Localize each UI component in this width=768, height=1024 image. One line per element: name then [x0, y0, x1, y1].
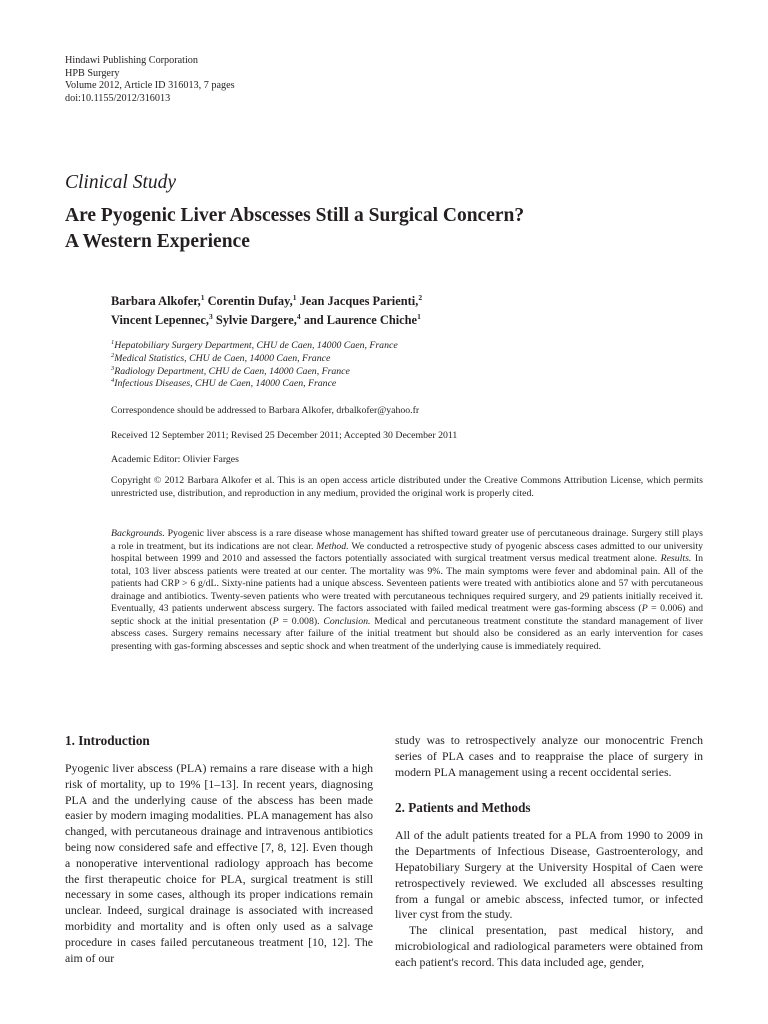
affil-text: Medical Statistics, CHU de Caen, 14000 Caen, France [114, 352, 331, 364]
author-line-1 [111, 292, 422, 311]
right-column [395, 733, 703, 971]
affiliation [111, 366, 398, 379]
affil-sup: 4 [111, 377, 115, 385]
affil-text: Radiology Department, CHU de Caen, 14000 Caen, France [114, 365, 350, 377]
abstract-label-conclusion: Conclusion. [323, 615, 371, 627]
article-type: Clinical Study [65, 172, 177, 193]
author-name: and Laurence Chiche [303, 313, 418, 327]
title-line-2: A Western Experience [65, 231, 250, 252]
abstract [111, 528, 703, 653]
academic-editor: Academic Editor: Olivier Farges [111, 454, 239, 465]
affiliation [111, 340, 398, 353]
abstract-text: = 0.008). [278, 615, 324, 627]
affiliation [111, 378, 398, 391]
author-affil-sup: 4 [296, 312, 301, 321]
abstract-text: Medical and percutaneous treatment constitute the standard management of liver abscess cases. Surgery remains necessary after failure of the initial treatment but should also be considered as an early intervention for cases presenting with gas-forming abscesses and septic shock and when treatment of the underlying cause is immediately required. [111, 615, 703, 652]
affil-text: Hepatobiliary Surgery Department, CHU de Caen, 14000 Caen, France [114, 340, 398, 351]
author-affil-sup: 1 [417, 312, 421, 321]
abstract-text: We conducted a retrospective study of pyogenic abscess cases admitted to our university hospital between 1999 and 2010 and assessed the factors potentially associated with surgical treatment versus medical treatment alone. [111, 540, 703, 564]
author-name: Corentin Dufay, [207, 294, 293, 308]
author-name: Jean Jacques Parienti, [299, 294, 419, 308]
abstract-label-results: Results. [660, 553, 692, 564]
intro-paragraph: Pyogenic liver abscess (PLA) remains a rare disease with a high risk of mortality, up to 19% [1–13]. In recent years, diagnosing PLA and the underlying cause of the abscess has been made easier by modern imaging modalities. PLA management has also changed, with percutaneous drainage and intravenous antibiotics being now considered safe and effective [7, 8, 12]. Even though a nonoperative interventional radiology approach has become the first therapeutic choice for PLA, surgical treatment is still necessary in some cases, although its proper indications remain unclear. Indeed, surgical drainage is associated with increased morbidity and mortality and is often only used as a salvage procedure in cases failed percutaneous treatment [10, 12]. The aim of our [65, 761, 373, 965]
affil-sup: 3 [111, 364, 115, 372]
author-affil-sup: 3 [208, 312, 213, 321]
correspondence-email[interactable]: drbalkofer@yahoo.fr [336, 405, 420, 416]
abstract-text: = 0.006) and septic shock at the initial presentation ( [111, 603, 703, 627]
affiliation-list [111, 340, 398, 391]
p-value-symbol: P [272, 615, 279, 627]
methods-paragraph-1: All of the adult patients treated for a PLA from 1990 to 2009 in the Departments of Infectious Disease, Gastroenterology, and Hepatobiliary Surgery at the University Hospital of Caen were retrospectively reviewed. We excluded all abscesses resulting from a fungal or amebic abscess, infected tumor, or infected liver cyst from the study. [395, 828, 703, 922]
author-name: Barbara Alkofer, [111, 294, 201, 308]
affil-text: Infectious Diseases, CHU de Caen, 14000 Caen, France [114, 378, 337, 390]
volume-info: Volume 2012, Article ID 316013, 7 pages [65, 80, 235, 92]
author-line-2 [111, 311, 422, 330]
author-affil-sup: 2 [418, 293, 423, 302]
journal-name: HPB Surgery [65, 67, 120, 79]
publisher-name: Hindawi Publishing Corporation [65, 55, 198, 66]
affiliation [111, 353, 398, 366]
author-name: Sylvie Dargere, [215, 313, 297, 327]
methods-paragraph-2: The clinical presentation, past medical history, and microbiological and radiological parameters were obtained from each patient's record. This data included age, gender, [395, 923, 703, 969]
author-affil-sup: 1 [200, 293, 205, 302]
title-line-1: Are Pyogenic Liver Abscesses Still a Surgical Concern? [65, 205, 525, 226]
abstract-label-method: Method. [316, 540, 349, 552]
received-dates: Received 12 September 2011; Revised 25 December 2011; Accepted 30 December 2011 [111, 430, 458, 441]
abstract-text: In total, 103 liver abscess patients were treated at our center. The mortality was 9%. The main symptoms were fever and abdominal pain. All of the patients had CRP > 6 g/dL. Sixty-nine patients had a unique abscess. Seventeen patients were treated with antibiotics alone and 57 with percutaneous drainage and antibiotics. Twenty-seven patients who were treated with percutaneous techniques required surgery, and 29 patients initially received it. Eventually, 43 patients underwent abscess surgery. The factors associated with failed medical treatment were gas-forming abscess ( [111, 553, 703, 614]
article-title [65, 203, 524, 255]
correspondence [111, 405, 419, 416]
abstract-label-backgrounds: Backgrounds. [111, 528, 165, 539]
affil-sup: 2 [111, 351, 115, 359]
abstract-text: Pyogenic liver abscess is a rare disease whose management has shifted toward greater use of percutaneous drainage. Surgery still plays a role in treatment, but its indications are not clear. [111, 528, 703, 552]
p-value-symbol: P [641, 603, 648, 614]
correspondence-text: Correspondence should be addressed to Barbara Alkofer, [111, 405, 337, 416]
author-list [111, 292, 422, 330]
intro-paragraph-continued: study was to retrospectively analyze our monocentric French series of PLA cases and to reappraise the place of surgery in modern PLA management using a recent occidental series. [395, 733, 703, 779]
journal-header [65, 55, 235, 105]
affil-sup: 1 [111, 339, 115, 346]
section-heading-patients-methods: 2. Patients and Methods [395, 800, 531, 816]
author-name: Vincent Lepennec, [111, 313, 209, 327]
author-affil-sup: 1 [292, 293, 297, 302]
doi: doi:10.1155/2012/316013 [65, 92, 171, 104]
left-column [65, 733, 373, 966]
section-heading-introduction: 1. Introduction [65, 733, 150, 748]
copyright-notice: Copyright © 2012 Barbara Alkofer et al. This is an open access article distributed under the Creative Commons Attribution License, which permits unrestricted use, distribution, and reproduction in any medium, provided the original work is properly cited. [111, 475, 703, 499]
